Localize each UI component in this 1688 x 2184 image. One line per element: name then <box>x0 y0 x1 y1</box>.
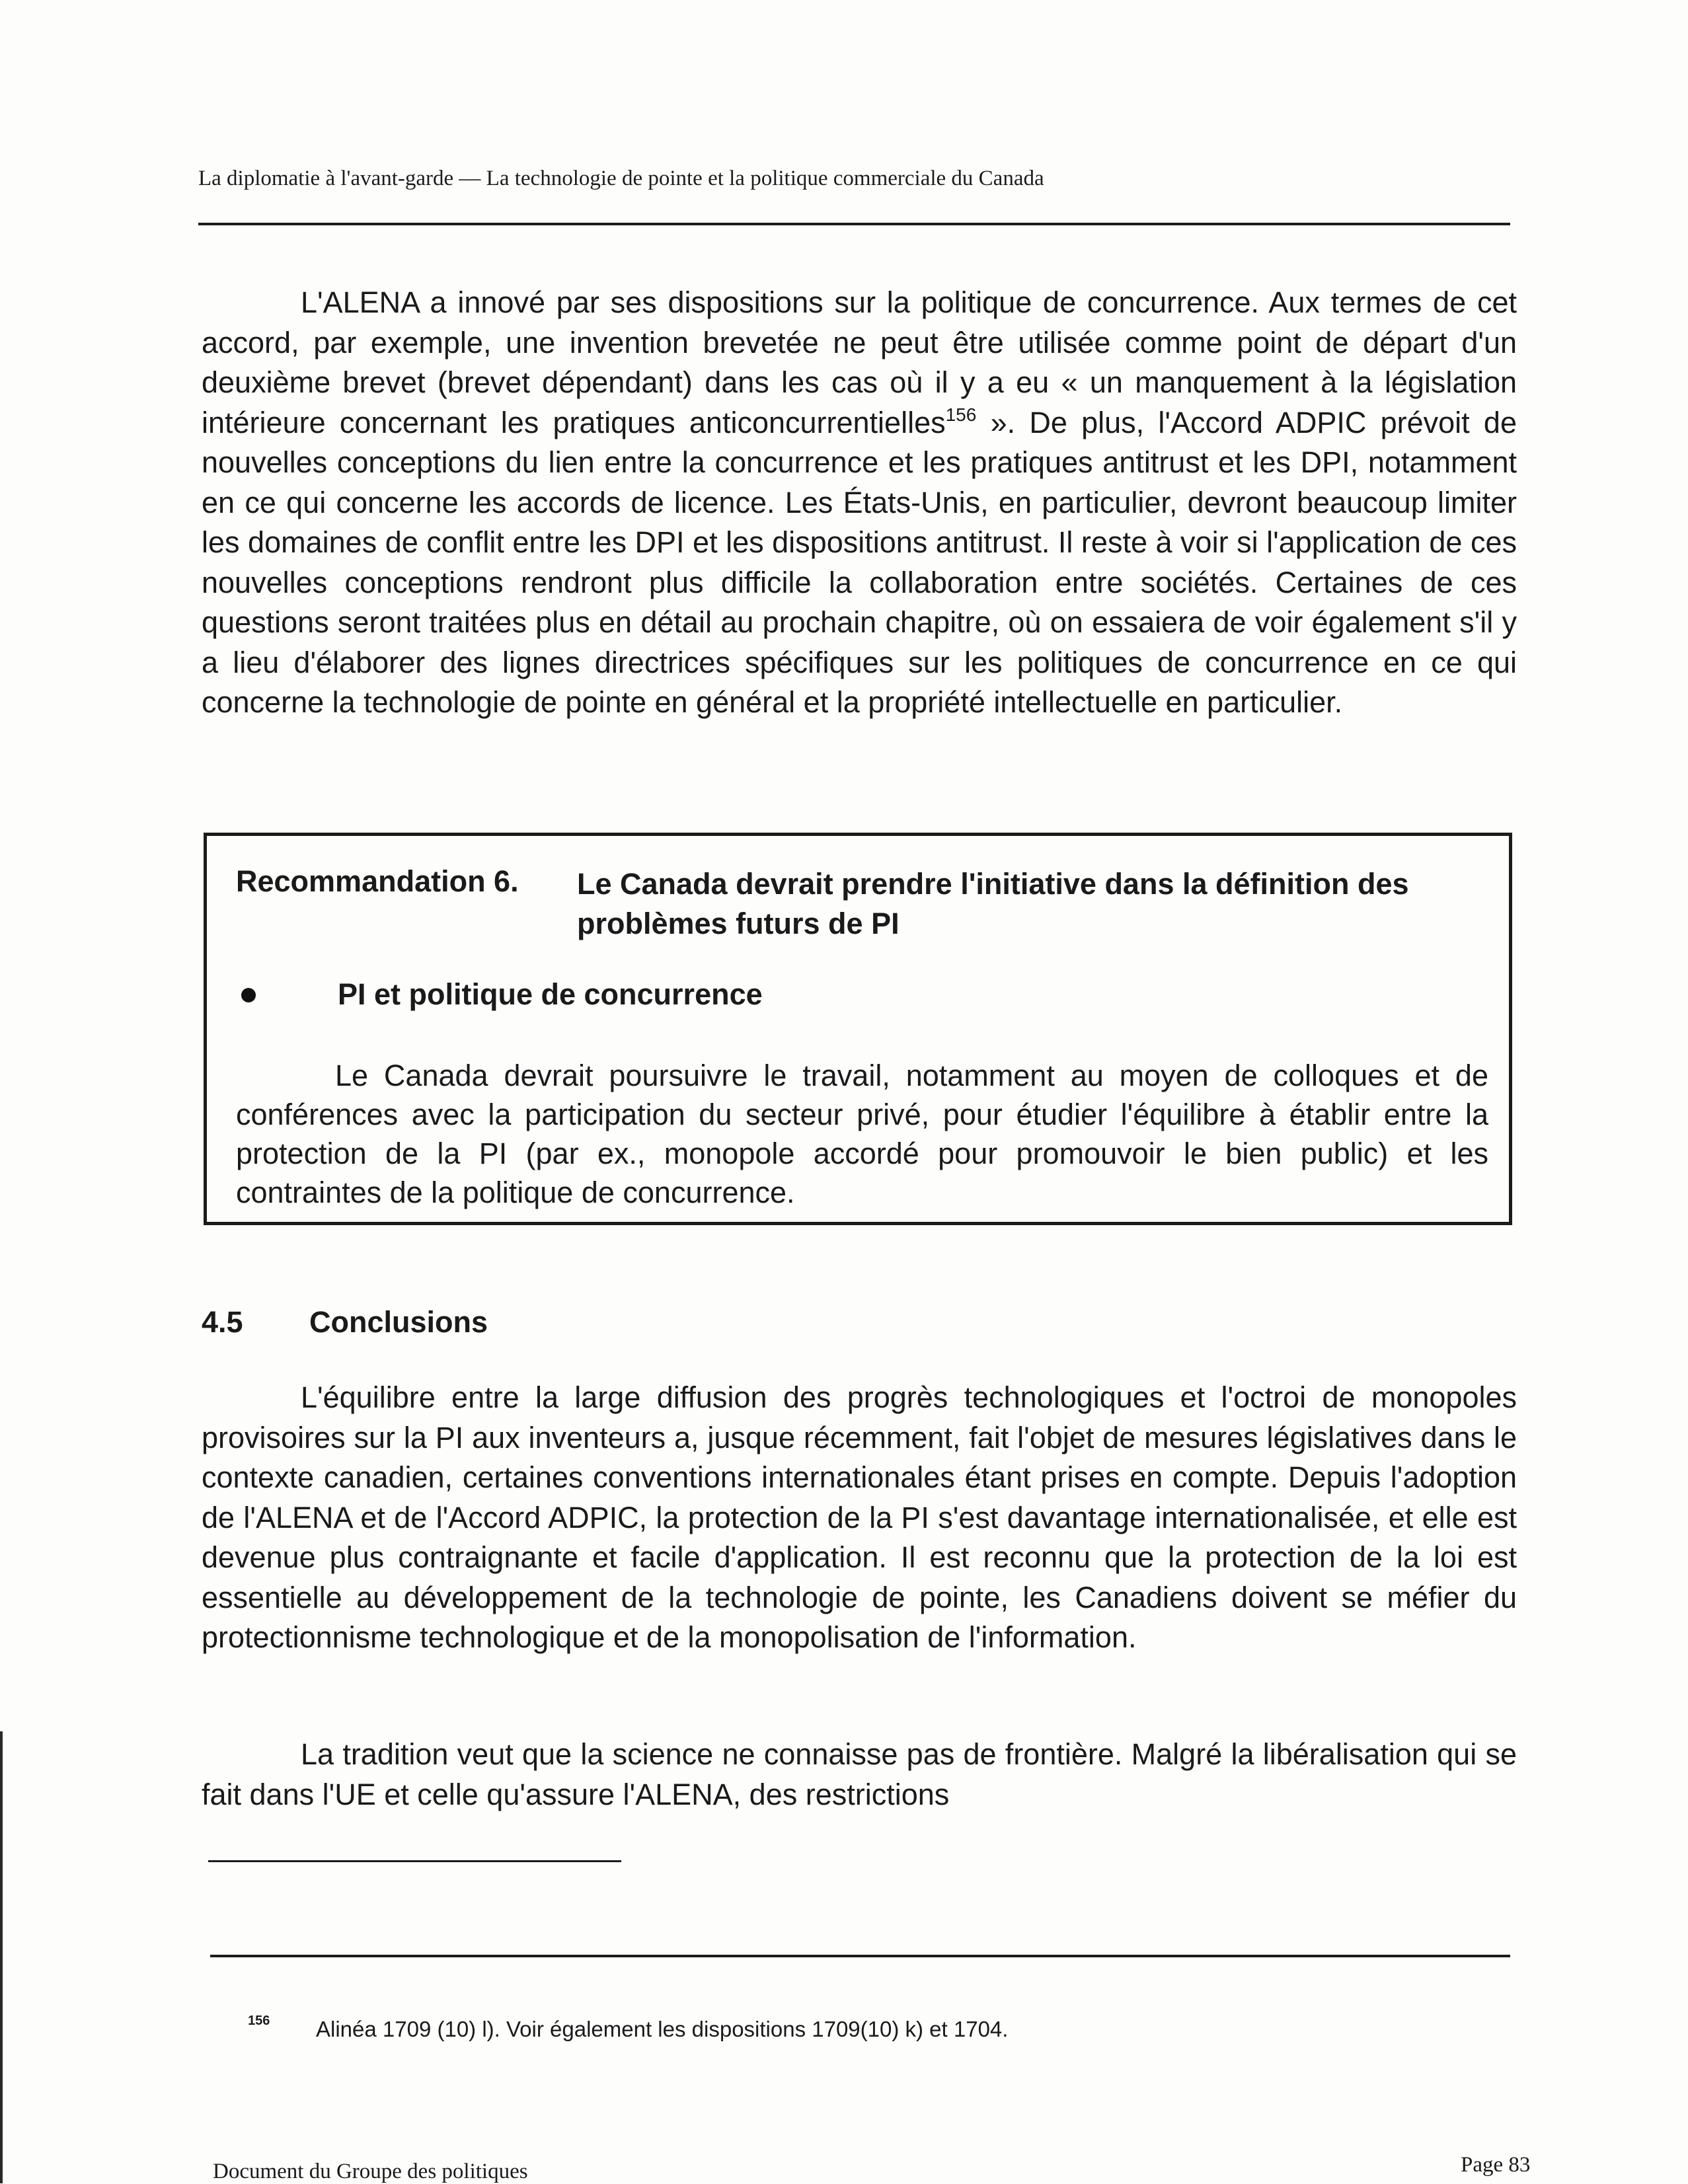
page-number: Page 83 <box>1461 2153 1531 2177</box>
recommendation-title: Le Canada devrait prendre l'initiative dans la définition des problèmes futurs de PI <box>577 867 1409 940</box>
paragraph-tradition: La tradition veut que la science ne connaisse pas de frontière. Malgré la libéralisation qui se fait dans l'UE et celle qu'assure l'ALENA, des restrictions <box>202 1737 1517 1811</box>
paragraph-alena-competition <box>202 283 1517 723</box>
footer-rule <box>210 1955 1510 1957</box>
scan-edge-mark <box>0 1731 3 2183</box>
footnote-rule <box>208 1860 621 1862</box>
paragraph-text: L'ALENA a innové par ses dispositions sur la politique de concurrence. Aux termes de cet accord, par exemple, une invention brevetée ne peut être utilisée comme point de départ d'un deuxième brevet (brevet dépendant) dans les cas où il y a eu « un manquement à la législation intérieure concernant les pratiques anticoncurrentielles <box>202 285 1517 439</box>
recommendation-bullet: PI et politique de concurrence <box>338 977 763 1011</box>
section-title: Conclusions <box>309 1305 488 1339</box>
footnote-reference: 156 <box>945 404 977 425</box>
section-number: 4.5 <box>202 1305 243 1339</box>
footnote-number: 156 <box>248 2014 270 2028</box>
recommendation-box <box>204 833 1512 1225</box>
header-rule <box>198 223 1510 225</box>
recommendation-body: Le Canada devrait poursuivre le travail, notamment au moyen de colloques et de conférences avec la participation du secteur privé, pour étudier l'équilibre à établir entre la protection de la PI (par ex., monopole accordé pour promouvoir le bien public) et les contraintes de la politique de concurrence. <box>236 1059 1488 1209</box>
recommendation-label: Recommandation 6. <box>236 864 519 898</box>
bullet-icon <box>241 988 256 1002</box>
footnote-text: Alinéa 1709 (10) l). Voir également les dispositions 1709(10) k) et 1704. <box>316 2017 1009 2041</box>
paragraph-conclusions: L'équilibre entre la large diffusion des progrès technologiques et l'octroi de monopoles provisoires sur la PI aux inventeurs a, jusque récemment, fait l'objet de mesures législatives dans le contexte canadien, certaines conventions internationales étant prises en compte. Depuis l'adoption de l'ALENA et de l'Accord ADPIC, la protection de la PI s'est davantage internationalisée, et elle est devenue plus contraignante et facile d'application. Il est reconnu que la protection de la loi est essentielle au développement de la technologie de pointe, les Canadiens doivent se méfier du protectionnisme technologique et de la monopolisation de l'information. <box>202 1380 1517 1654</box>
footer-document-title: Document du Groupe des politiques <box>213 2160 528 2183</box>
running-header: La diplomatie à l'avant-garde — La technologie de pointe et la politique commerciale du Canada <box>198 167 1044 190</box>
paragraph-text-continued: ». De plus, l'Accord ADPIC prévoit de nouvelles conceptions du lien entre la concurrence et les pratiques antitrust et les DPI, notamment en ce qui concerne les accords de licence. Les États-Unis, en particulier, devront beaucoup limiter les domaines de conflit entre les DPI et les dispositions antitrust. Il reste à voir si l'application de ces nouvelles conceptions rendront plus difficile la collaboration entre sociétés. Certaines de ces questions seront traitées plus en détail au prochain chapitre, où on essaiera de voir également s'il y a lieu d'élaborer des lignes directrices spécifiques sur les politiques de concurrence en ce qui concerne la technologie de pointe en général et la propriété intellectuelle en particulier. <box>202 405 1517 719</box>
